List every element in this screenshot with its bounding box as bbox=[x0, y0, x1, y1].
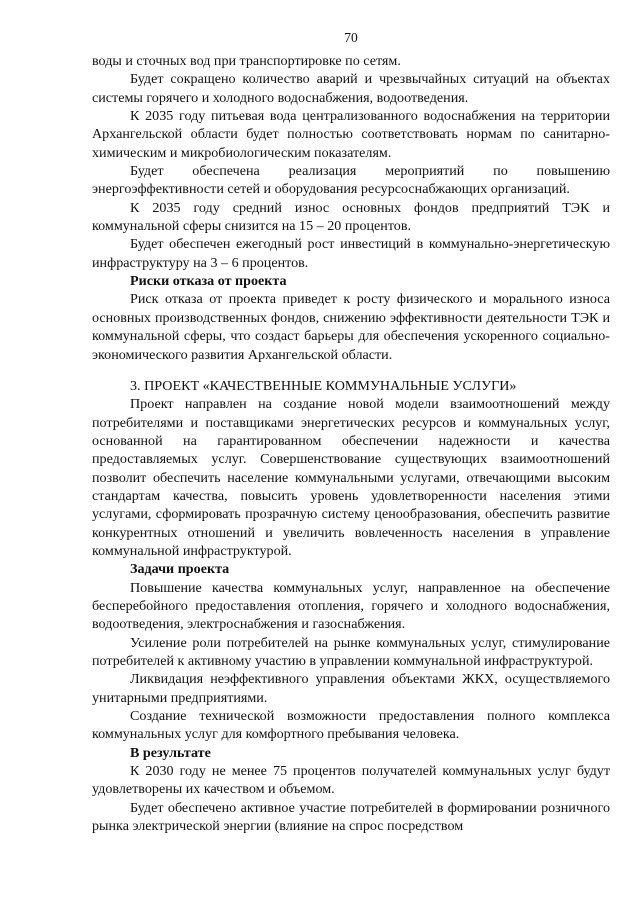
task-item: Создание технической возможности предоставления полного комплекса коммунальных услуг для комфортного пребывания человека. bbox=[92, 708, 610, 743]
page-number: 70 bbox=[344, 30, 358, 45]
results-heading: В результате bbox=[130, 744, 211, 761]
result-item: Будет обеспечено активное участие потребителей в формировании розничного рынка электрической энергии (влияние на спрос посредством bbox=[92, 799, 610, 835]
section-intro-paragraph: Проект направлен на создание новой модели взаимоотношений между потребителями и поставщиками энергетических ресурсов и коммунальных услуг, основанной на гарантированном обеспечении надежности и качества предоставляемых услуг. Совершенствование существующих взаимоотношений позволит обеспечить население коммунальными услугами, отвечающими высоким стандартам качества, повысить уровень удовлетворенности населения этими услугами, сформировать прозрачную систему ценообразования, обеспечить развитие конкурентных отношений и увеличить вовлеченность населения в управление коммунальной инфраструктурой. bbox=[92, 396, 610, 559]
task-item: Ликвидация неэффективного управления объектами ЖКХ, осуществляемого унитарными предприятиями. bbox=[92, 671, 610, 706]
paragraph-drinking-water: К 2035 году питьевая вода централизованного водоснабжения на территории Архангельской области будет полностью соответствовать нормам по санитарно-химическим и микробиологическим показателям. bbox=[92, 108, 610, 161]
paragraph-investment-growth: Будет обеспечен ежегодный рост инвестиций в коммунально-энергетическую инфраструктуру на 3 – 6 процентов. bbox=[92, 236, 610, 271]
task-item: Повышение качества коммунальных услуг, направленное на обеспечение бесперебойного предоставления отопления, горячего и холодного водоснабжения, водоотведения, электроснабжения и газоснабжения. bbox=[92, 579, 610, 633]
document-page bbox=[92, 30, 610, 835]
paragraph-accidents: Будет сокращено количество аварий и чрезвычайных ситуаций на объектах системы горячего и холодного водоснабжения, водоотведения. bbox=[92, 71, 610, 106]
paragraph-energy-efficiency: Будет обеспечена реализация мероприятий по повышению энергоэффективности сетей и оборудования ресурсоснабжающих организаций. bbox=[92, 163, 610, 198]
task-item: Усиление роли потребителей на рынке коммунальных услуг, стимулирование потребителей к активному участию в управлении коммунальной инфраструктурой. bbox=[92, 634, 610, 669]
risks-paragraph: Риск отказа от проекта приведет к росту физического и морального износа основных производственных фондов, снижению эффективности деятельности ТЭК и коммунальной сферы, что создаст барьеры для обеспечения ускоренного социально-экономического развития Архангельской области. bbox=[92, 291, 610, 363]
paragraph-continuation: воды и сточных вод при транспортировке по сетям. bbox=[92, 53, 401, 69]
section-spacer bbox=[92, 364, 610, 377]
risks-heading: Риски отказа от проекта bbox=[130, 273, 287, 290]
paragraph-wear-reduction: К 2035 году средний износ основных фондов предприятий ТЭК и коммунальной сферы снизится на 15 – 20 процентов. bbox=[92, 199, 610, 235]
section-title: 3. ПРОЕКТ «КАЧЕСТВЕННЫЕ КОММУНАЛЬНЫЕ УСЛУГИ» bbox=[130, 377, 517, 394]
tasks-heading: Задачи проекта bbox=[130, 561, 230, 578]
result-item: К 2030 году не менее 75 процентов получателей коммунальных услуг будут удовлетворены их качеством и объемом. bbox=[92, 763, 610, 798]
